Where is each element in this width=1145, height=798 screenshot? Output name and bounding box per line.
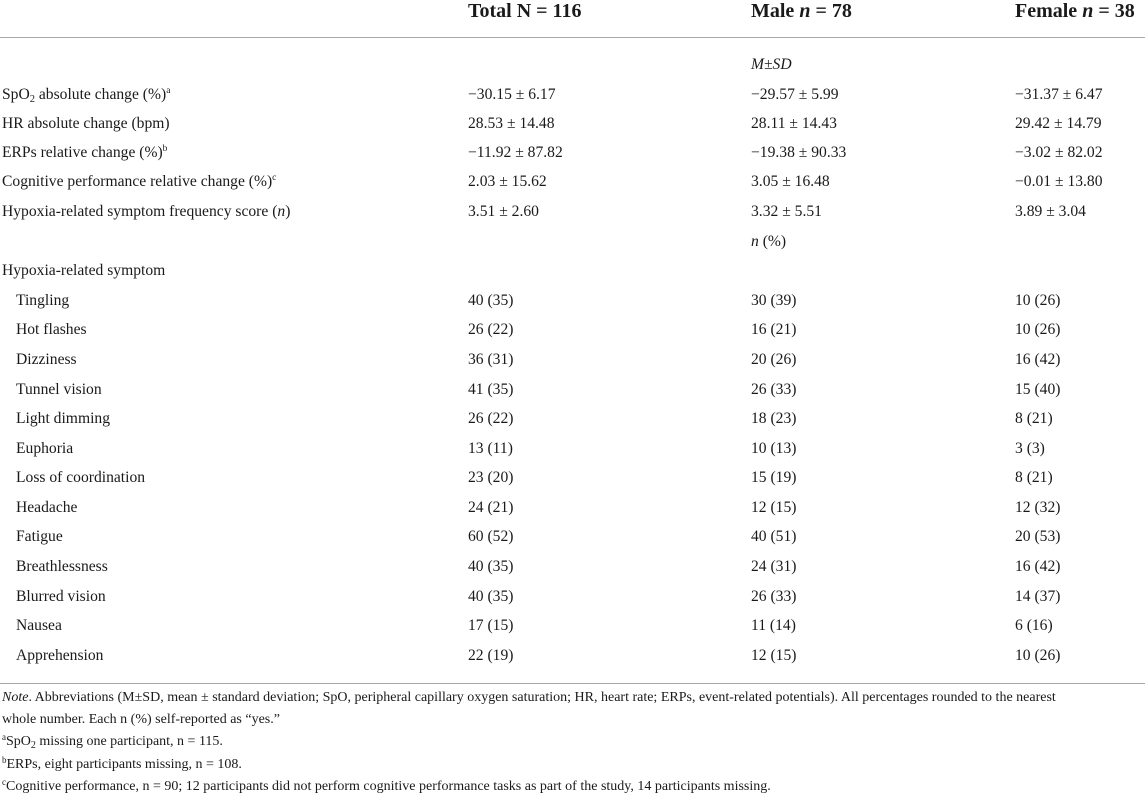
measure-label: ERPs relative change (%)$^b$ [2, 144, 168, 161]
table-row [0, 582, 1145, 611]
symptom-label: Apprehension [16, 647, 104, 664]
cell-female: 12 (32) [1015, 499, 1061, 516]
cell-male: −29.57 ± 5.99 [751, 86, 839, 103]
cell-male: 11 (14) [751, 617, 796, 634]
cell-male: 3.05 ± 16.48 [751, 173, 830, 190]
cell-male: 28.11 ± 14.43 [751, 115, 837, 132]
cell-total: 40 (35) [468, 558, 514, 575]
symptom-label: Tingling [16, 292, 70, 309]
symptom-label: Dizziness [16, 351, 77, 368]
symptom-label: Breathlessness [16, 558, 108, 575]
header-total: Total N = 116 [468, 0, 582, 22]
cell-male: 24 (31) [751, 558, 797, 575]
table-row [0, 138, 1145, 167]
cell-male: 26 (33) [751, 381, 797, 398]
cell-total: 22 (19) [468, 647, 514, 664]
cell-male: 30 (39) [751, 292, 797, 309]
table-row [0, 463, 1145, 492]
cell-male: 26 (33) [751, 588, 797, 605]
table-row [0, 80, 1145, 109]
cell-male: 16 (21) [751, 321, 797, 338]
cell-male: 12 (15) [751, 647, 797, 664]
cell-female: 10 (26) [1015, 321, 1061, 338]
cell-total: −30.15 ± 6.17 [468, 86, 556, 103]
header-male: Male n = 78 [751, 0, 852, 22]
symptom-label: Blurred vision [16, 588, 106, 605]
cell-male: 15 (19) [751, 469, 797, 486]
cell-female: −31.37 ± 6.47 [1015, 86, 1103, 103]
note-line-1: Note. Abbreviations (M±SD, mean ± standard deviation; SpO, peripheral capillary oxygen saturation; HR, heart rate; ERPs, event-related potentials). All percentages rounded to the nearest [2, 690, 1056, 705]
cell-female: 8 (21) [1015, 469, 1053, 486]
cell-female: 20 (53) [1015, 528, 1061, 545]
cell-female: 16 (42) [1015, 351, 1061, 368]
cell-total: 17 (15) [468, 617, 514, 634]
cell-male: 20 (26) [751, 351, 797, 368]
section-label-msd-row [0, 50, 1145, 79]
symptom-label: Euphoria [16, 440, 74, 457]
cell-total: 13 (11) [468, 440, 513, 457]
symptom-label: Nausea [16, 617, 62, 634]
cell-total: 26 (22) [468, 321, 514, 338]
cell-male: 18 (23) [751, 410, 797, 427]
cell-female: 8 (21) [1015, 410, 1053, 427]
measure-label: Cognitive performance relative change (%)$^c$ [2, 173, 277, 190]
cell-female: 29.42 ± 14.79 [1015, 115, 1102, 132]
symptom-label: Tunnel vision [16, 381, 102, 398]
footnote-a: $^a$SpO$_2$ missing one participant, n = 115. [2, 732, 223, 751]
cell-total: 60 (52) [468, 528, 514, 545]
header-female: Female n = 38 [1015, 0, 1135, 22]
cell-male: 12 (15) [751, 499, 797, 516]
table-row [0, 641, 1145, 670]
cell-female: 3.89 ± 3.04 [1015, 203, 1086, 220]
section-label-npct: n (%) [751, 233, 787, 250]
cell-total: 23 (20) [468, 469, 514, 486]
measure-label: Hypoxia-related symptom frequency score (n) [2, 203, 291, 220]
symptom-label: Loss of coordination [16, 469, 146, 486]
footnote-c: $^c$Cognitive performance, n = 90; 12 participants did not perform cognitive performance tasks as part of the study, 14 participants missing. [2, 777, 771, 794]
measure-label: SpO2 absolute change (%)$^a$ [2, 86, 171, 105]
symptom-label: Headache [16, 499, 78, 516]
cell-female: −3.02 ± 82.02 [1015, 144, 1103, 161]
measure-label: HR absolute change (bpm) [2, 115, 170, 132]
cell-female: 14 (37) [1015, 588, 1061, 605]
symptoms-heading-row [0, 256, 1145, 285]
cell-total: 2.03 ± 15.62 [468, 173, 547, 190]
cell-female: 10 (26) [1015, 647, 1061, 664]
cell-female: 16 (42) [1015, 558, 1061, 575]
cell-total: 36 (31) [468, 351, 514, 368]
cell-male: −19.38 ± 90.33 [751, 144, 847, 161]
cell-male: 10 (13) [751, 440, 797, 457]
footnote-b: $^b$ERPs, eight participants missing, n = 108. [2, 755, 242, 772]
section-label-npct-row [0, 227, 1145, 256]
note-line-2: whole number. Each n (%) self-reported as “yes.” [2, 712, 280, 727]
cell-total: 41 (35) [468, 381, 514, 398]
table-row [0, 552, 1145, 581]
table-row [0, 109, 1145, 138]
cell-female: 15 (40) [1015, 381, 1061, 398]
symptoms-heading: Hypoxia-related symptom [2, 262, 166, 279]
table-row [0, 434, 1145, 463]
cell-male: 40 (51) [751, 528, 797, 545]
cell-total: −11.92 ± 87.82 [468, 144, 563, 161]
cell-male: 3.32 ± 5.51 [751, 203, 822, 220]
table-row [0, 345, 1145, 374]
table-row [0, 197, 1145, 226]
table-row [0, 315, 1145, 344]
table-header [0, 0, 1145, 38]
table-row [0, 286, 1145, 315]
table-row [0, 611, 1145, 640]
symptom-label: Light dimming [16, 410, 110, 427]
cell-total: 24 (21) [468, 499, 514, 516]
symptom-label: Hot flashes [16, 321, 87, 338]
cell-female: 6 (16) [1015, 617, 1053, 634]
cell-female: 3 (3) [1015, 440, 1045, 457]
cell-female: 10 (26) [1015, 292, 1061, 309]
cell-total: 3.51 ± 2.60 [468, 203, 539, 220]
table-notes [2, 687, 1140, 798]
table-row [0, 375, 1145, 404]
table-row [0, 522, 1145, 551]
section-label-msd: M±SD [751, 56, 792, 73]
cell-total: 26 (22) [468, 410, 514, 427]
table-row [0, 404, 1145, 433]
symptom-label: Fatigue [16, 528, 63, 545]
cell-total: 28.53 ± 14.48 [468, 115, 555, 132]
cell-total: 40 (35) [468, 292, 514, 309]
table-bottom-rule [0, 683, 1145, 684]
cell-female: −0.01 ± 13.80 [1015, 173, 1103, 190]
table-row [0, 493, 1145, 522]
cell-total: 40 (35) [468, 588, 514, 605]
table-row [0, 167, 1145, 196]
